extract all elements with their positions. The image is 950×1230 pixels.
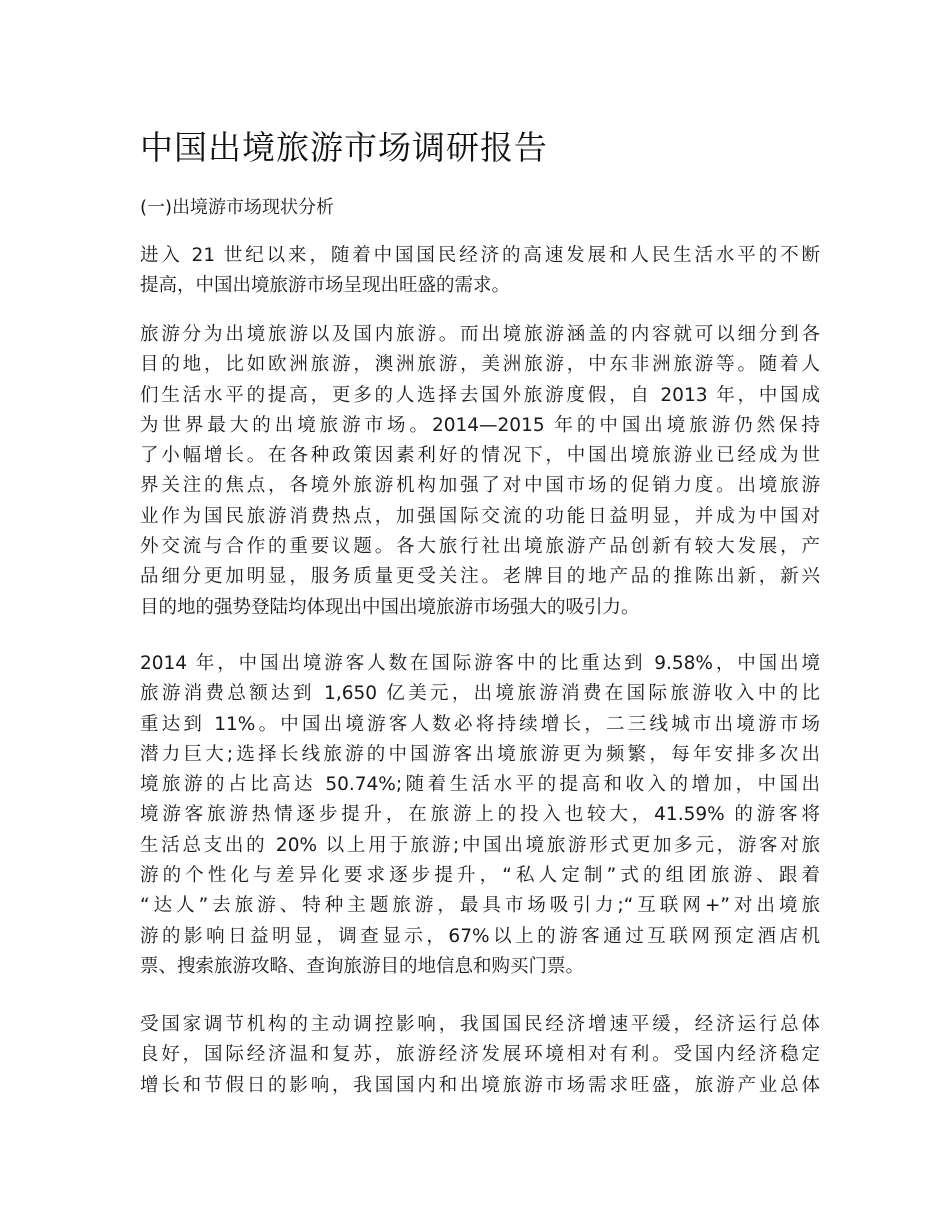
paragraph-line: 增长和节假日的影响，我国国内和出境旅游市场需求旺盛，旅游产业总体: [140, 1074, 820, 1096]
section-heading: (一)出境游市场现状分析: [140, 197, 335, 218]
paragraph-line: 境旅游的占比高达 50.74%;随着生活水平的提高和收入的增加，中国出: [140, 774, 820, 796]
paragraph-line: 为世界最大的出境旅游市场。2014—2015 年的中国出境旅游仍然保持: [140, 414, 820, 436]
paragraph-line: 外交流与合作的重要议题。各大旅行社出境旅游产品创新有较大发展，产: [140, 536, 820, 558]
paragraph-2: [140, 320, 820, 623]
paragraph-line: 2014 年，中国出境游客人数在国际游客中的比重达到 9.58%，中国出境: [140, 653, 820, 674]
paragraph-line: 重达到 11%。中国出境游客人数必将持续增长，二三线城市出境游市场: [140, 713, 820, 735]
paragraph-line: 潜力巨大;选择长线旅游的中国游客出境旅游更为频繁，每年安排多次出: [140, 743, 820, 765]
paragraph-line: 提高，中国出境旅游市场呈现出旺盛的需求。: [140, 275, 511, 297]
paragraph-line: 了小幅增长。在各种政策因素利好的情况下，中国出境旅游业已经成为世: [140, 445, 820, 467]
paragraph-line: 界关注的焦点，各境外旅游机构加强了对中国市场的促销力度。出境旅游: [140, 475, 820, 497]
paragraph-3: [140, 649, 820, 982]
paragraph-line: 目的地，比如欧洲旅游，澳洲旅游，美洲旅游，中东非洲旅游等。随着人: [140, 354, 820, 376]
paragraph-line: 品细分更加明显，服务质量更受关注。老牌目的地产品的推陈出新，新兴: [140, 566, 820, 588]
paragraph-line: 受国家调节机构的主动调控影响，我国国民经济增速平缓，经济运行总体: [140, 1014, 820, 1035]
paragraph-line: “达人”去旅游、特种主题旅游，最具市场吸引力;“互联网+”对出境旅: [140, 895, 820, 917]
paragraph-line: 游的个性化与差异化要求逐步提升，“私人定制”式的组团旅游、跟着: [140, 865, 820, 887]
paragraph-line: 业作为国民旅游消费热点，加强国际交流的功能日益明显，并成为中国对: [140, 505, 820, 527]
paragraph-line: 生活总支出的 20% 以上用于旅游;中国出境旅游形式更加多元，游客对旅: [140, 834, 820, 856]
paragraph-line: 旅游分为出境旅游以及国内旅游。而出境旅游涵盖的内容就可以细分到各: [140, 324, 820, 345]
paragraph-line: 目的地的强势登陆均体现出中国出境旅游市场强大的吸引力。: [140, 596, 640, 618]
paragraph-line: 游的影响日益明显，调查显示，67%以上的游客通过互联网预定酒店机: [140, 925, 820, 947]
paragraph-line: 旅游消费总额达到 1,650 亿美元，出境旅游消费在国际旅游收入中的比: [140, 683, 820, 705]
paragraph-line: 进入 21 世纪以来，随着中国国民经济的高速发展和人民生活水平的不断: [140, 245, 820, 266]
paragraph-4: [140, 1010, 820, 1101]
paragraph-line: 票、搜索旅游攻略、查询旅游目的地信息和购买门票。: [140, 955, 585, 977]
paragraph-line: 们生活水平的提高，更多的人选择去国外旅游度假，自 2013 年，中国成: [140, 384, 820, 406]
paragraph-line: 良好，国际经济温和复苏，旅游经济发展环境相对有利。受国内经济稳定: [140, 1044, 820, 1066]
document-title: 中国出境旅游市场调研报告: [140, 128, 548, 167]
paragraph-line: 境游客旅游热情逐步提升，在旅游上的投入也较大，41.59% 的游客将: [140, 804, 820, 826]
paragraph-1: [140, 241, 820, 302]
